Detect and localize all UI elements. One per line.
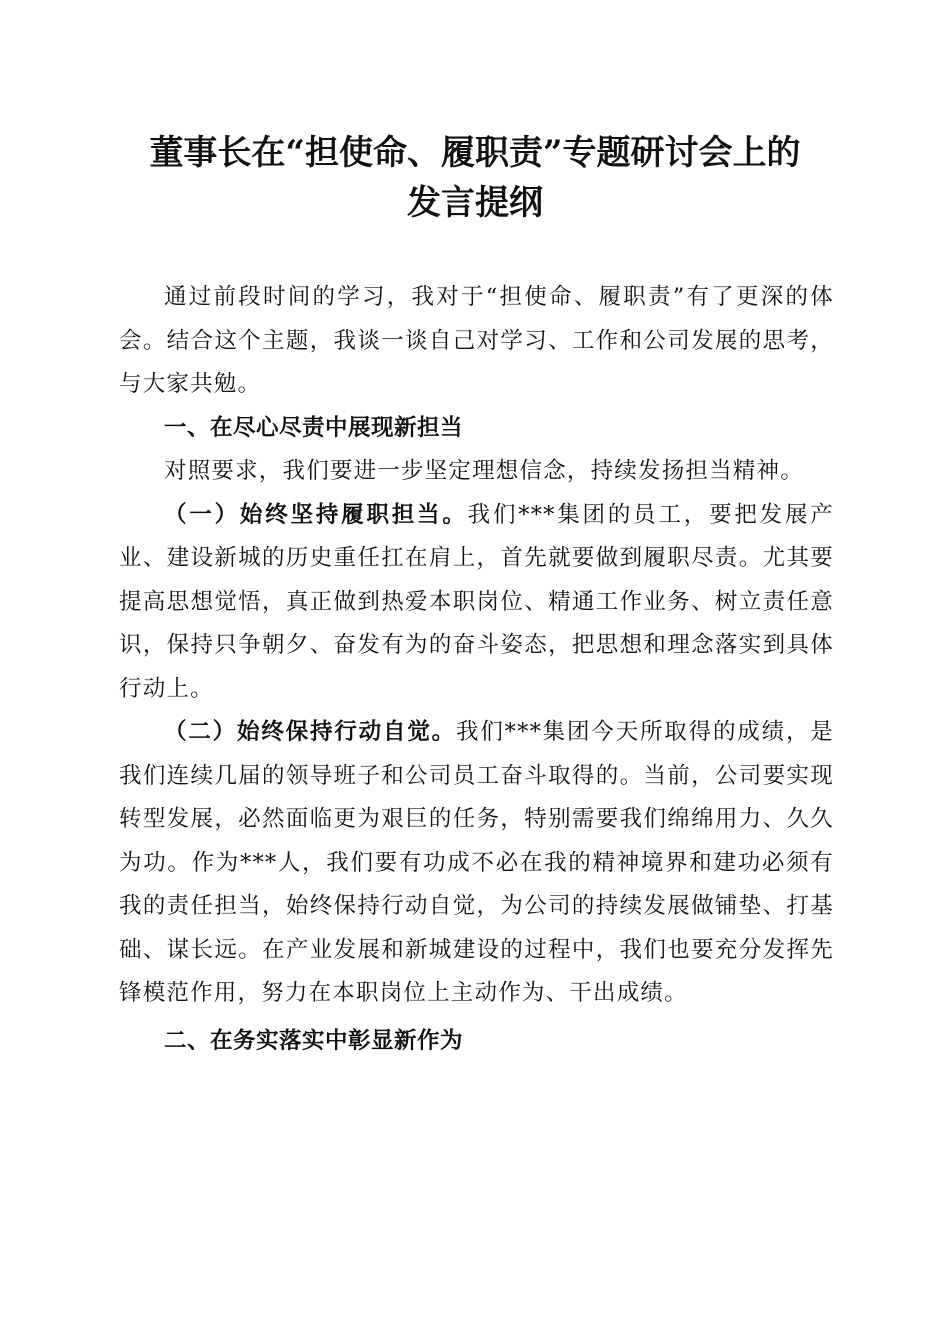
section-2-heading: 二、在务实落实中彰显新作为 xyxy=(164,1027,464,1054)
section-1-item-2 xyxy=(119,711,834,1016)
item-1-text: 我们***集团的员工，要把发展产业、建设新城的历史重任扛在肩上，首先就要做到履职尽责。尤其要提高思想觉悟，真正做到热爱本职岗位、精通工作业务、树立责任意识，保持只争朝夕、奋发有为的奋斗姿态，把思想和理念落实到具体行动上。 xyxy=(119,501,834,702)
document-body xyxy=(119,276,834,1063)
intro-paragraph: 通过前段时间的学习，我对于“担使命、履职责”有了更深的体会。结合这个主题，我谈一谈自己对学习、工作和公司发展的思考，与大家共勉。 xyxy=(119,284,834,397)
title-line-2: 发言提纲 xyxy=(407,183,543,223)
item-2-lead: （二）始终保持行动自觉。 xyxy=(164,719,456,745)
section-1-heading: 一、在尽心尽责中展现新担当 xyxy=(164,414,464,441)
title-line-1: 董事长在“担使命、履职责”专题研讨会上的 xyxy=(149,133,801,173)
section-1-lead-paragraph: 对照要求，我们要进一步坚定理想信念，持续发扬担当精神。 xyxy=(164,458,804,484)
document-title xyxy=(80,128,870,228)
item-1-lead: （一）始终坚持履职担当。 xyxy=(164,501,468,528)
section-1-item-1 xyxy=(119,494,834,712)
item-2-text: 我们***集团今天所取得的成绩，是我们连续几届的领导班子和公司员工奋斗取得的。当前，公司要实现转型发展，必然面临更为艰巨的任务，特别需要我们绵绵用力、久久为功。作为***人，我们要有功成不必在我的精神境界和建功必须有我的责任担当，始终保持行动自觉，为公司的持续发展做铺垫、打基础、谋长远。在产业发展和新城建设的过程中，我们也要充分发挥先锋模范作用，努力在本职岗位上主动作为、干出成绩。 xyxy=(119,719,835,1006)
